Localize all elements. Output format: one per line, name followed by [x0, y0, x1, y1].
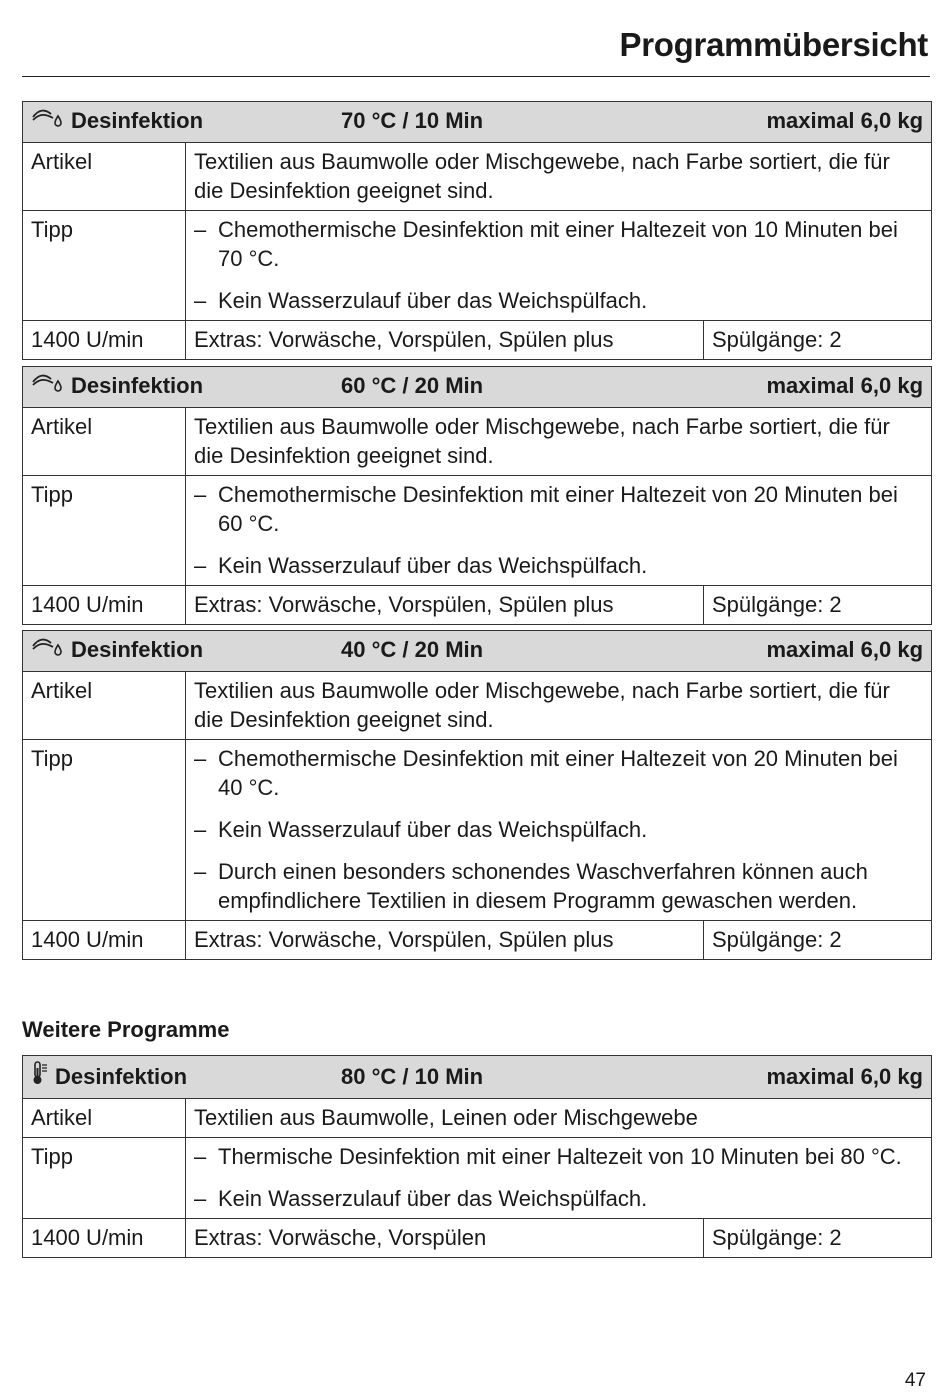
tips-list — [194, 215, 923, 315]
rinses-text: Spülgänge: 2 — [704, 321, 932, 360]
articles-row — [23, 672, 932, 740]
program-header — [23, 367, 932, 408]
articles-label: Artikel — [23, 408, 186, 476]
articles-row — [23, 143, 932, 211]
rinses-text: Spülgänge: 2 — [704, 1219, 932, 1258]
program-table-disinfection-70 — [22, 101, 932, 360]
articles-text: Textilien aus Baumwolle oder Mischgewebe, nach Farbe sortiert, die für die Desinfektion geeignet sind. — [186, 672, 932, 740]
tips-label: Tipp — [23, 1138, 186, 1219]
tips-list — [194, 744, 923, 915]
spin-speed: 1400 U/min — [23, 321, 186, 360]
tip-item: – Kein Wasserzulauf über das Weichspülfach. — [194, 1184, 923, 1213]
program-max-load: maximal 6,0 kg — [766, 1064, 923, 1089]
tips-list — [194, 1142, 923, 1213]
rinses-text: Spülgänge: 2 — [704, 586, 932, 625]
tips-row — [23, 1138, 932, 1219]
program-max-load: maximal 6,0 kg — [766, 108, 924, 133]
chemo-disinfection-icon — [31, 371, 65, 400]
tips-label: Tipp — [23, 740, 186, 921]
articles-row — [23, 1099, 932, 1138]
page-title: Programmübersicht — [619, 26, 928, 63]
tip-item: – Durch einen besonders schonendes Waschverfahren können auch empfindlichere Textilien in diesem Programm gewaschen werden. — [194, 857, 923, 915]
extras-text: Extras: Vorwäsche, Vorspülen, Spülen plus — [186, 921, 704, 960]
tip-item: – Kein Wasserzulauf über das Weichspülfach. — [194, 286, 923, 315]
rinses-text: Spülgänge: 2 — [704, 921, 932, 960]
spin-speed: 1400 U/min — [23, 921, 186, 960]
tips-row — [23, 476, 932, 586]
articles-label: Artikel — [23, 672, 186, 740]
program-temperature-time: 60 °C / 20 Min — [341, 373, 484, 398]
spin-speed: 1400 U/min — [23, 586, 186, 625]
tips-label: Tipp — [23, 211, 186, 321]
spin-speed: 1400 U/min — [23, 1219, 186, 1258]
tips-row — [23, 740, 932, 921]
tip-item: – Kein Wasserzulauf über das Weichspülfach. — [194, 551, 923, 580]
program-table-disinfection-40 — [22, 630, 932, 960]
tip-item: – Kein Wasserzulauf über das Weichspülfach. — [194, 815, 923, 844]
chemo-disinfection-icon — [31, 635, 65, 664]
spin-row — [23, 586, 932, 625]
tip-item: – Chemothermische Desinfektion mit einer Haltezeit von 10 Minuten bei 70 °C. — [194, 215, 923, 273]
tips-label: Tipp — [23, 476, 186, 586]
extras-text: Extras: Vorwäsche, Vorspülen, Spülen plus — [186, 586, 704, 625]
tip-item: – Chemothermische Desinfektion mit einer Haltezeit von 20 Minuten bei 60 °C. — [194, 480, 923, 538]
spin-row — [23, 321, 932, 360]
tips-row — [23, 211, 932, 321]
program-temperature-time: 80 °C / 10 Min — [341, 1064, 484, 1089]
extras-text: Extras: Vorwäsche, Vorspülen, Spülen plus — [186, 321, 704, 360]
program-name: Desinfektion — [71, 637, 204, 662]
tips-list — [194, 480, 923, 580]
program-table-disinfection-60 — [22, 366, 932, 625]
articles-text: Textilien aus Baumwolle oder Mischgewebe, nach Farbe sortiert, die für die Desinfektion geeignet sind. — [186, 408, 932, 476]
page-number: 47 — [904, 1370, 926, 1391]
spin-row — [23, 921, 932, 960]
articles-text: Textilien aus Baumwolle, Leinen oder Mischgewebe — [186, 1099, 932, 1138]
articles-label: Artikel — [23, 143, 186, 211]
program-name: Desinfektion — [71, 108, 204, 133]
program-header — [23, 1056, 932, 1099]
program-temperature-time: 40 °C / 20 Min — [341, 637, 484, 662]
program-max-load: maximal 6,0 kg — [766, 637, 924, 662]
tip-item: – Thermische Desinfektion mit einer Haltezeit von 10 Minuten bei 80 °C. — [194, 1142, 923, 1171]
thermometer-icon — [31, 1060, 49, 1093]
articles-text: Textilien aus Baumwolle oder Mischgewebe, nach Farbe sortiert, die für die Desinfektion geeignet sind. — [186, 143, 932, 211]
program-table-thermal-disinfection-80 — [22, 1055, 932, 1258]
chemo-disinfection-icon — [31, 106, 65, 135]
spin-row — [23, 1219, 932, 1258]
section-heading: Weitere Programme — [22, 1017, 230, 1042]
program-header — [23, 631, 932, 672]
program-name: Desinfektion — [71, 373, 204, 398]
extras-text: Extras: Vorwäsche, Vorspülen — [186, 1219, 704, 1258]
tip-item: – Chemothermische Desinfektion mit einer Haltezeit von 20 Minuten bei 40 °C. — [194, 744, 923, 802]
program-header — [23, 102, 932, 143]
program-max-load: maximal 6,0 kg — [766, 373, 924, 398]
program-temperature-time: 70 °C / 10 Min — [341, 108, 484, 133]
title-divider — [22, 76, 930, 77]
articles-row — [23, 408, 932, 476]
articles-label: Artikel — [23, 1099, 186, 1138]
program-name: Desinfektion — [55, 1064, 188, 1089]
